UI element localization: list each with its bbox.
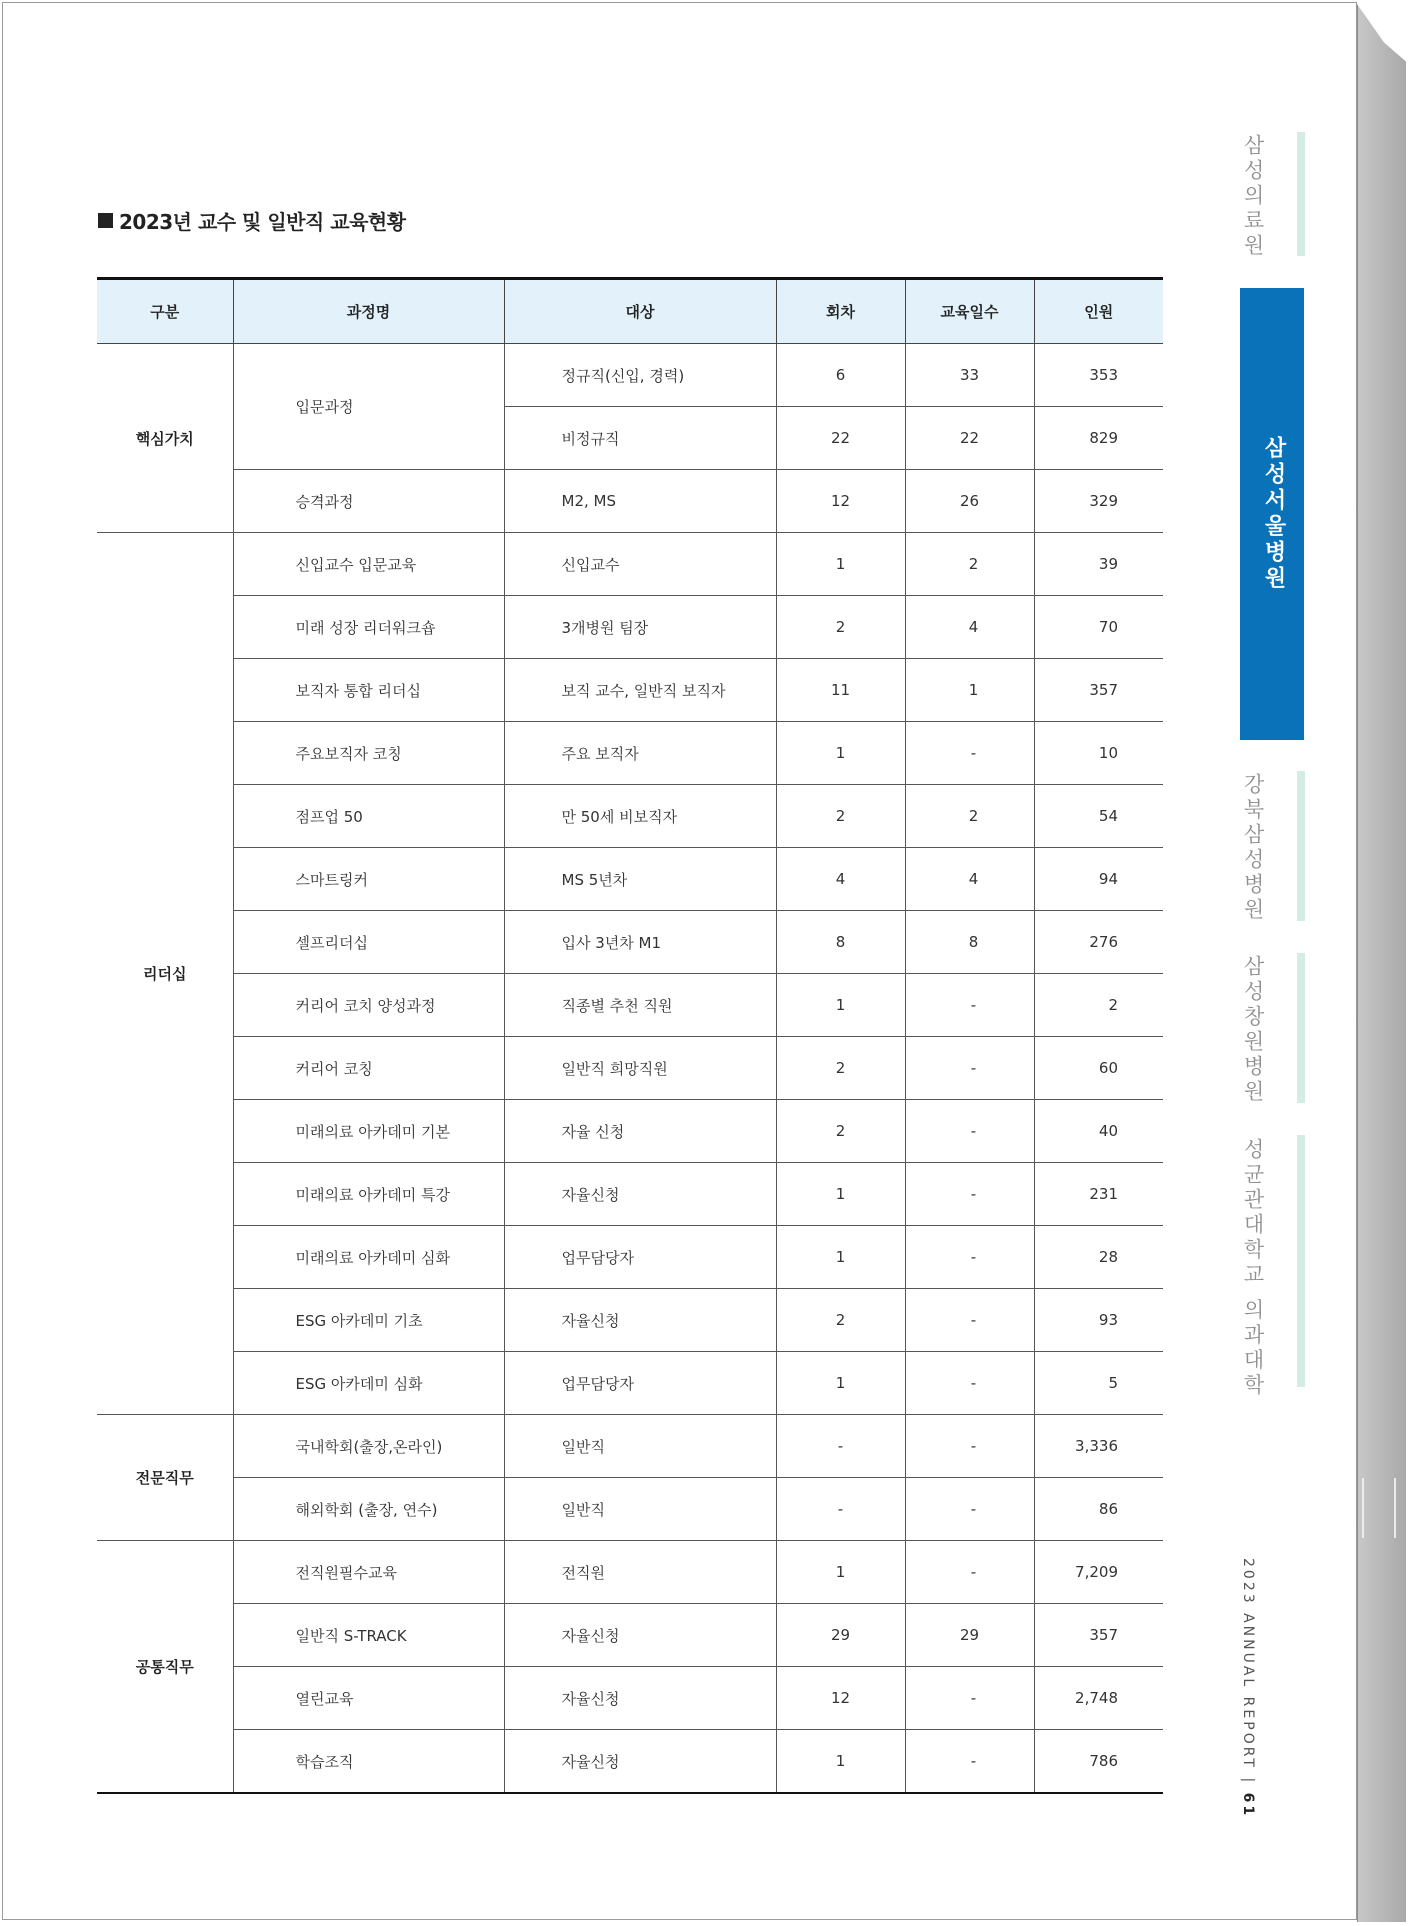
sessions-cell: 2 bbox=[776, 785, 905, 848]
people-cell: 40 bbox=[1034, 1100, 1163, 1163]
course-cell: 입문과정 bbox=[233, 344, 504, 470]
days-cell: 2 bbox=[905, 533, 1034, 596]
sessions-cell: 12 bbox=[776, 1667, 905, 1730]
target-cell: 비정규직 bbox=[504, 407, 776, 470]
course-cell: 일반직 S-TRACK bbox=[233, 1604, 504, 1667]
footer-separator: | bbox=[1240, 1777, 1256, 1786]
square-bullet-icon bbox=[98, 213, 113, 228]
course-cell: 셀프리더십 bbox=[233, 911, 504, 974]
page-footer bbox=[1240, 1558, 1256, 1818]
days-cell: 26 bbox=[905, 470, 1034, 533]
report-title: 2023 ANNUAL REPORT bbox=[1240, 1558, 1256, 1770]
course-cell: 미래의료 아카데미 기본 bbox=[233, 1100, 504, 1163]
people-cell: 231 bbox=[1034, 1163, 1163, 1226]
days-cell: - bbox=[905, 974, 1034, 1037]
target-cell: MS 5년차 bbox=[504, 848, 776, 911]
sessions-cell: - bbox=[776, 1478, 905, 1541]
people-cell: 829 bbox=[1034, 407, 1163, 470]
table-row bbox=[97, 1352, 1163, 1415]
target-cell: 주요 보직자 bbox=[504, 722, 776, 785]
table-row bbox=[97, 1289, 1163, 1352]
sessions-cell: 2 bbox=[776, 1100, 905, 1163]
days-cell: - bbox=[905, 1415, 1034, 1478]
days-cell: 22 bbox=[905, 407, 1034, 470]
target-cell: 3개병원 팀장 bbox=[504, 596, 776, 659]
target-cell: 전직원 bbox=[504, 1541, 776, 1604]
days-cell: - bbox=[905, 1226, 1034, 1289]
sessions-cell: 1 bbox=[776, 1226, 905, 1289]
course-cell: 미래의료 아카데미 심화 bbox=[233, 1226, 504, 1289]
days-cell: 8 bbox=[905, 911, 1034, 974]
side-tab-bar bbox=[1297, 132, 1305, 256]
course-cell: 학습조직 bbox=[233, 1730, 504, 1794]
sessions-cell: 1 bbox=[776, 533, 905, 596]
days-cell: - bbox=[905, 1037, 1034, 1100]
table-row bbox=[97, 1667, 1163, 1730]
table-row bbox=[97, 1541, 1163, 1604]
sessions-cell: 1 bbox=[776, 1541, 905, 1604]
days-cell: 29 bbox=[905, 1604, 1034, 1667]
sessions-cell: 12 bbox=[776, 470, 905, 533]
table-row bbox=[97, 1037, 1163, 1100]
table-header-row bbox=[97, 279, 1163, 344]
target-cell: 신입교수 bbox=[504, 533, 776, 596]
side-tab-skku-medicine[interactable]: 성균관대학교 의과대학 bbox=[1241, 1138, 1265, 1399]
table-row bbox=[97, 1604, 1163, 1667]
people-cell: 3,336 bbox=[1034, 1415, 1163, 1478]
side-tab-kangbuk-samsung-hospital[interactable]: 강북삼성병원 bbox=[1241, 773, 1265, 923]
sessions-cell: 1 bbox=[776, 1163, 905, 1226]
sessions-cell: 2 bbox=[776, 1289, 905, 1352]
section-heading bbox=[98, 206, 406, 235]
side-tab-samsung-medical-center[interactable]: 삼성의료원 bbox=[1241, 134, 1265, 259]
table-row bbox=[97, 659, 1163, 722]
days-cell: - bbox=[905, 1478, 1034, 1541]
course-cell: ESG 아카데미 심화 bbox=[233, 1352, 504, 1415]
sessions-cell: 8 bbox=[776, 911, 905, 974]
people-cell: 276 bbox=[1034, 911, 1163, 974]
target-cell: 업무담당자 bbox=[504, 1352, 776, 1415]
course-cell: 국내학회(출장,온라인) bbox=[233, 1415, 504, 1478]
days-cell: - bbox=[905, 1541, 1034, 1604]
course-cell: 커리어 코치 양성과정 bbox=[233, 974, 504, 1037]
table-row bbox=[97, 1100, 1163, 1163]
table-row bbox=[97, 596, 1163, 659]
table-row bbox=[97, 785, 1163, 848]
table-row bbox=[97, 1478, 1163, 1541]
people-cell: 10 bbox=[1034, 722, 1163, 785]
days-cell: - bbox=[905, 1667, 1034, 1730]
course-cell: 미래의료 아카데미 특강 bbox=[233, 1163, 504, 1226]
page-number: 61 bbox=[1240, 1792, 1256, 1819]
course-cell: 열린교육 bbox=[233, 1667, 504, 1730]
table-row bbox=[97, 1163, 1163, 1226]
course-cell: 전직원필수교육 bbox=[233, 1541, 504, 1604]
people-cell: 7,209 bbox=[1034, 1541, 1163, 1604]
target-cell: 자율신청 bbox=[504, 1604, 776, 1667]
course-cell: 스마트링커 bbox=[233, 848, 504, 911]
header-sessions: 회차 bbox=[776, 279, 905, 344]
target-cell: 일반직 bbox=[504, 1478, 776, 1541]
days-cell: 2 bbox=[905, 785, 1034, 848]
header-category: 구분 bbox=[97, 279, 233, 344]
course-cell: ESG 아카데미 기초 bbox=[233, 1289, 504, 1352]
people-cell: 94 bbox=[1034, 848, 1163, 911]
target-cell: 자율 신청 bbox=[504, 1100, 776, 1163]
header-target: 대상 bbox=[504, 279, 776, 344]
side-tab-samsung-seoul-hospital[interactable]: 삼성서울병원 bbox=[1261, 436, 1286, 592]
days-cell: 4 bbox=[905, 596, 1034, 659]
target-cell: 정규직(신입, 경력) bbox=[504, 344, 776, 407]
people-cell: 60 bbox=[1034, 1037, 1163, 1100]
course-cell: 커리어 코칭 bbox=[233, 1037, 504, 1100]
target-cell: 직종별 추천 직원 bbox=[504, 974, 776, 1037]
sessions-cell: 1 bbox=[776, 974, 905, 1037]
course-cell: 점프업 50 bbox=[233, 785, 504, 848]
page-edge-marks bbox=[1362, 1478, 1396, 1538]
days-cell: 33 bbox=[905, 344, 1034, 407]
header-course: 과정명 bbox=[233, 279, 504, 344]
category-cell: 리더십 bbox=[97, 533, 233, 1415]
table-row bbox=[97, 533, 1163, 596]
side-tab-bar bbox=[1297, 771, 1305, 921]
sessions-cell: 29 bbox=[776, 1604, 905, 1667]
category-cell: 전문직무 bbox=[97, 1415, 233, 1541]
table-row bbox=[97, 470, 1163, 533]
people-cell: 786 bbox=[1034, 1730, 1163, 1794]
target-cell: M2, MS bbox=[504, 470, 776, 533]
table-row bbox=[97, 1415, 1163, 1478]
people-cell: 28 bbox=[1034, 1226, 1163, 1289]
target-cell: 자율신청 bbox=[504, 1163, 776, 1226]
table-row bbox=[97, 1730, 1163, 1794]
days-cell: - bbox=[905, 1730, 1034, 1794]
side-tab-samsung-changwon-hospital[interactable]: 삼성창원병원 bbox=[1241, 955, 1265, 1105]
side-tab-bar bbox=[1297, 953, 1305, 1103]
people-cell: 2,748 bbox=[1034, 1667, 1163, 1730]
table-row bbox=[97, 911, 1163, 974]
target-cell: 입사 3년차 M1 bbox=[504, 911, 776, 974]
people-cell: 357 bbox=[1034, 659, 1163, 722]
table-row bbox=[97, 848, 1163, 911]
days-cell: - bbox=[905, 1289, 1034, 1352]
sessions-cell: 1 bbox=[776, 722, 905, 785]
people-cell: 2 bbox=[1034, 974, 1163, 1037]
side-tab-bar bbox=[1297, 1135, 1305, 1387]
education-table bbox=[97, 277, 1163, 1794]
course-cell: 승격과정 bbox=[233, 470, 504, 533]
sessions-cell: 1 bbox=[776, 1730, 905, 1794]
people-cell: 39 bbox=[1034, 533, 1163, 596]
sessions-cell: 2 bbox=[776, 596, 905, 659]
people-cell: 93 bbox=[1034, 1289, 1163, 1352]
target-cell: 만 50세 비보직자 bbox=[504, 785, 776, 848]
people-cell: 54 bbox=[1034, 785, 1163, 848]
days-cell: - bbox=[905, 1100, 1034, 1163]
people-cell: 86 bbox=[1034, 1478, 1163, 1541]
target-cell: 업무담당자 bbox=[504, 1226, 776, 1289]
sessions-cell: 4 bbox=[776, 848, 905, 911]
target-cell: 일반직 bbox=[504, 1415, 776, 1478]
page-edge bbox=[1357, 4, 1406, 1922]
people-cell: 357 bbox=[1034, 1604, 1163, 1667]
header-people: 인원 bbox=[1034, 279, 1163, 344]
days-cell: 4 bbox=[905, 848, 1034, 911]
days-cell: - bbox=[905, 1163, 1034, 1226]
table-row bbox=[97, 974, 1163, 1037]
course-cell: 신입교수 입문교육 bbox=[233, 533, 504, 596]
days-cell: - bbox=[905, 722, 1034, 785]
target-cell: 자율신청 bbox=[504, 1730, 776, 1794]
target-cell: 일반직 희망직원 bbox=[504, 1037, 776, 1100]
people-cell: 329 bbox=[1034, 470, 1163, 533]
sessions-cell: 11 bbox=[776, 659, 905, 722]
target-cell: 자율신청 bbox=[504, 1289, 776, 1352]
table-row bbox=[97, 344, 1163, 407]
people-cell: 5 bbox=[1034, 1352, 1163, 1415]
sessions-cell: 1 bbox=[776, 1352, 905, 1415]
course-cell: 주요보직자 코칭 bbox=[233, 722, 504, 785]
sessions-cell: 22 bbox=[776, 407, 905, 470]
days-cell: - bbox=[905, 1352, 1034, 1415]
course-cell: 미래 성장 리더워크숍 bbox=[233, 596, 504, 659]
people-cell: 353 bbox=[1034, 344, 1163, 407]
sessions-cell: - bbox=[776, 1415, 905, 1478]
sessions-cell: 6 bbox=[776, 344, 905, 407]
category-cell: 공통직무 bbox=[97, 1541, 233, 1794]
section-heading-text: 2023년 교수 및 일반직 교육현황 bbox=[119, 210, 406, 234]
table-row bbox=[97, 1226, 1163, 1289]
days-cell: 1 bbox=[905, 659, 1034, 722]
table-row bbox=[97, 722, 1163, 785]
course-cell: 해외학회 (출장, 연수) bbox=[233, 1478, 504, 1541]
target-cell: 보직 교수, 일반직 보직자 bbox=[504, 659, 776, 722]
people-cell: 70 bbox=[1034, 596, 1163, 659]
header-days: 교육일수 bbox=[905, 279, 1034, 344]
sessions-cell: 2 bbox=[776, 1037, 905, 1100]
category-cell: 핵심가치 bbox=[97, 344, 233, 533]
course-cell: 보직자 통합 리더십 bbox=[233, 659, 504, 722]
target-cell: 자율신청 bbox=[504, 1667, 776, 1730]
